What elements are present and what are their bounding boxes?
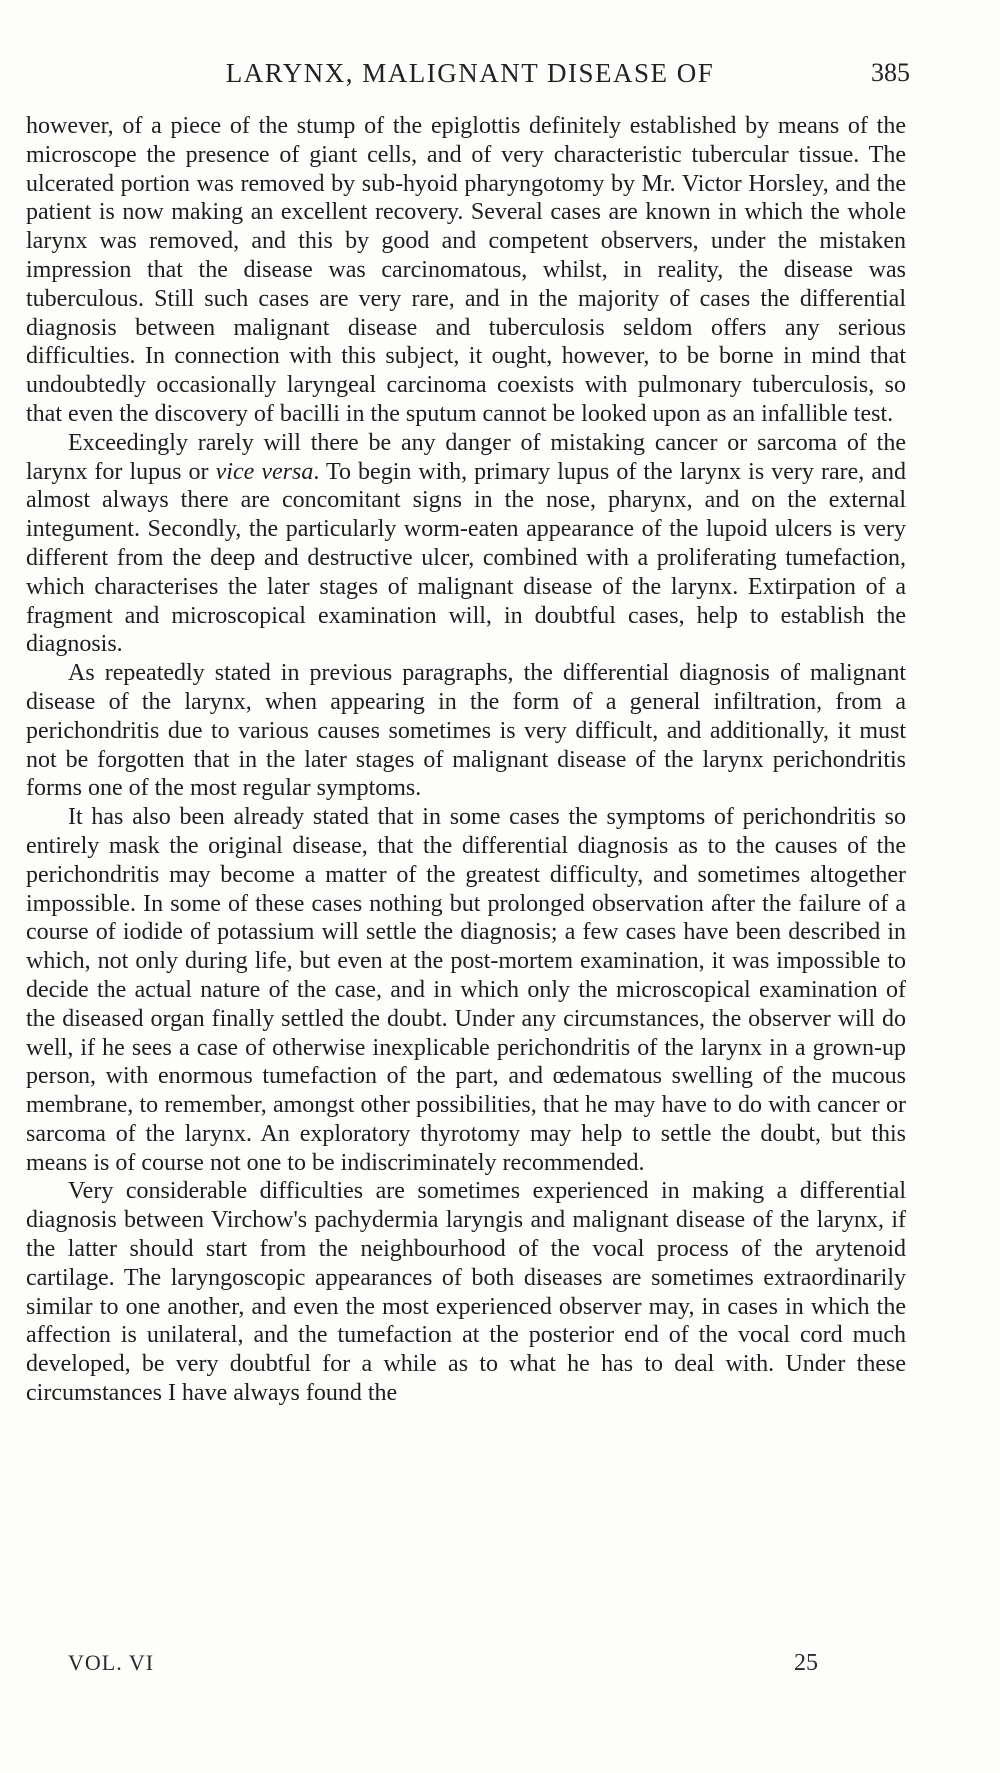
paragraph-1-text: however, of a piece of the stump of the epiglottis definitely established by means of the microscope the presence of giant cells, and of very characteristic tubercular tissue. The ulcerated portion was removed by sub-hyoid pharyngotomy by Mr. Victor Horsley, and the patient is now making an excellent recovery. Several cases are known in which the whole larynx was removed, and this by good and competent observers, under the mistaken impression that the disease was carcinomatous, whilst, in reality, the disease was tuberculous. Still such cases are very rare, and in the majority of cases the differential diagnosis between malignant disease and tuberculosis seldom offers any serious difficulties. In connection with this subject, it ought, however, to be borne in mind that undoubtedly occasionally laryngeal carcinoma coexists with pulmonary tuberculosis, so that even the discovery of bacilli in the sputum cannot be looked upon as an infallible test. [26,113,906,427]
running-head [30,58,910,98]
paragraph-4 [26,803,906,1177]
paragraph-2-text-a: Exceedingly rarely will there be any danger of mistaking cancer or sarcoma of the larynx for lupus or [26,429,906,485]
signature-mark: VOL. VI [68,1650,155,1675]
paragraph-2-text-b: . To begin with, primary lupus of the larynx is very rare, and almost always there are concomitant signs in the nose, pharynx, and on the external integument. Secondly, the particularly worm-eaten appearance of the lupoid ulcers is very different from the deep and destructive ulcer, combined with a proliferating tumefaction, which characterises the later stages of malignant disease of the larynx. Extirpation of a fragment and microscopical examination will, in doubtful cases, help to establish the diagnosis. [26,458,907,658]
paragraph-2-italic-phrase: vice versa [215,458,314,485]
paragraph-5-text: Very considerable difficulties are sometimes experienced in making a differential diagnosis between Virchow's pachydermia laryngis and malignant disease of the larynx, if the latter should start from the neighbourhood of the vocal process of the arytenoid cartilage. The laryngoscopic appearances of both diseases are sometimes extraordinarily similar to one another, and even the most experienced observer may, in cases in which the affection is unilateral, and the tumefaction at the posterior end of the vocal cord much developed, be very doubtful for a while as to what he has to deal with. Under these circumstances I have always found the [26,1178,906,1407]
running-title: LARYNX, MALIGNANT DISEASE OF [225,58,715,88]
paragraph-3 [26,659,906,803]
paragraph-3-text: As repeatedly stated in previous paragraphs, the differential diagnosis of malignant disease of the larynx, when appearing in the form of a general infiltration, from a perichondritis due to various causes sometimes is very difficult, and additionally, it must not be forgotten that in the later stages of malignant disease of the larynx perichondritis forms one of the most regular symptoms. [26,660,906,802]
page-number: 385 [871,58,910,87]
body-text [26,112,906,1408]
paragraph-2 [26,429,906,659]
page-footer [68,1650,818,1684]
paragraph-4-text: It has also been already stated that in some cases the symptoms of perichondritis so entirely mask the original disease, that the differential diagnosis as to the causes of the perichondritis may become a matter of the greatest difficulty, and sometimes altogether impossible. In some of these cases nothing but prolonged observation after the failure of a course of iodide of potassium will settle the diagnosis; a few cases have been described in which, not only during life, but even at the post-mortem examination, it was impossible to decide the actual nature of the case, and in which only the microscopical examination of the diseased organ finally settled the doubt. Under any circumstances, the observer will do well, if he sees a case of otherwise inexplicable perichondritis of the larynx in a grown-up person, with enormous tumefaction of the part, and œdematous swelling of the mucous membrane, to remember, amongst other possibilities, that he may have to do with cancer or sarcoma of the larynx. An exploratory thyrotomy may help to settle the doubt, but this means is of course not one to be indiscriminately recommended. [26,804,906,1176]
sheet-number: 25 [794,1650,818,1676]
paragraph-1 [26,112,906,429]
paragraph-5 [26,1177,906,1407]
